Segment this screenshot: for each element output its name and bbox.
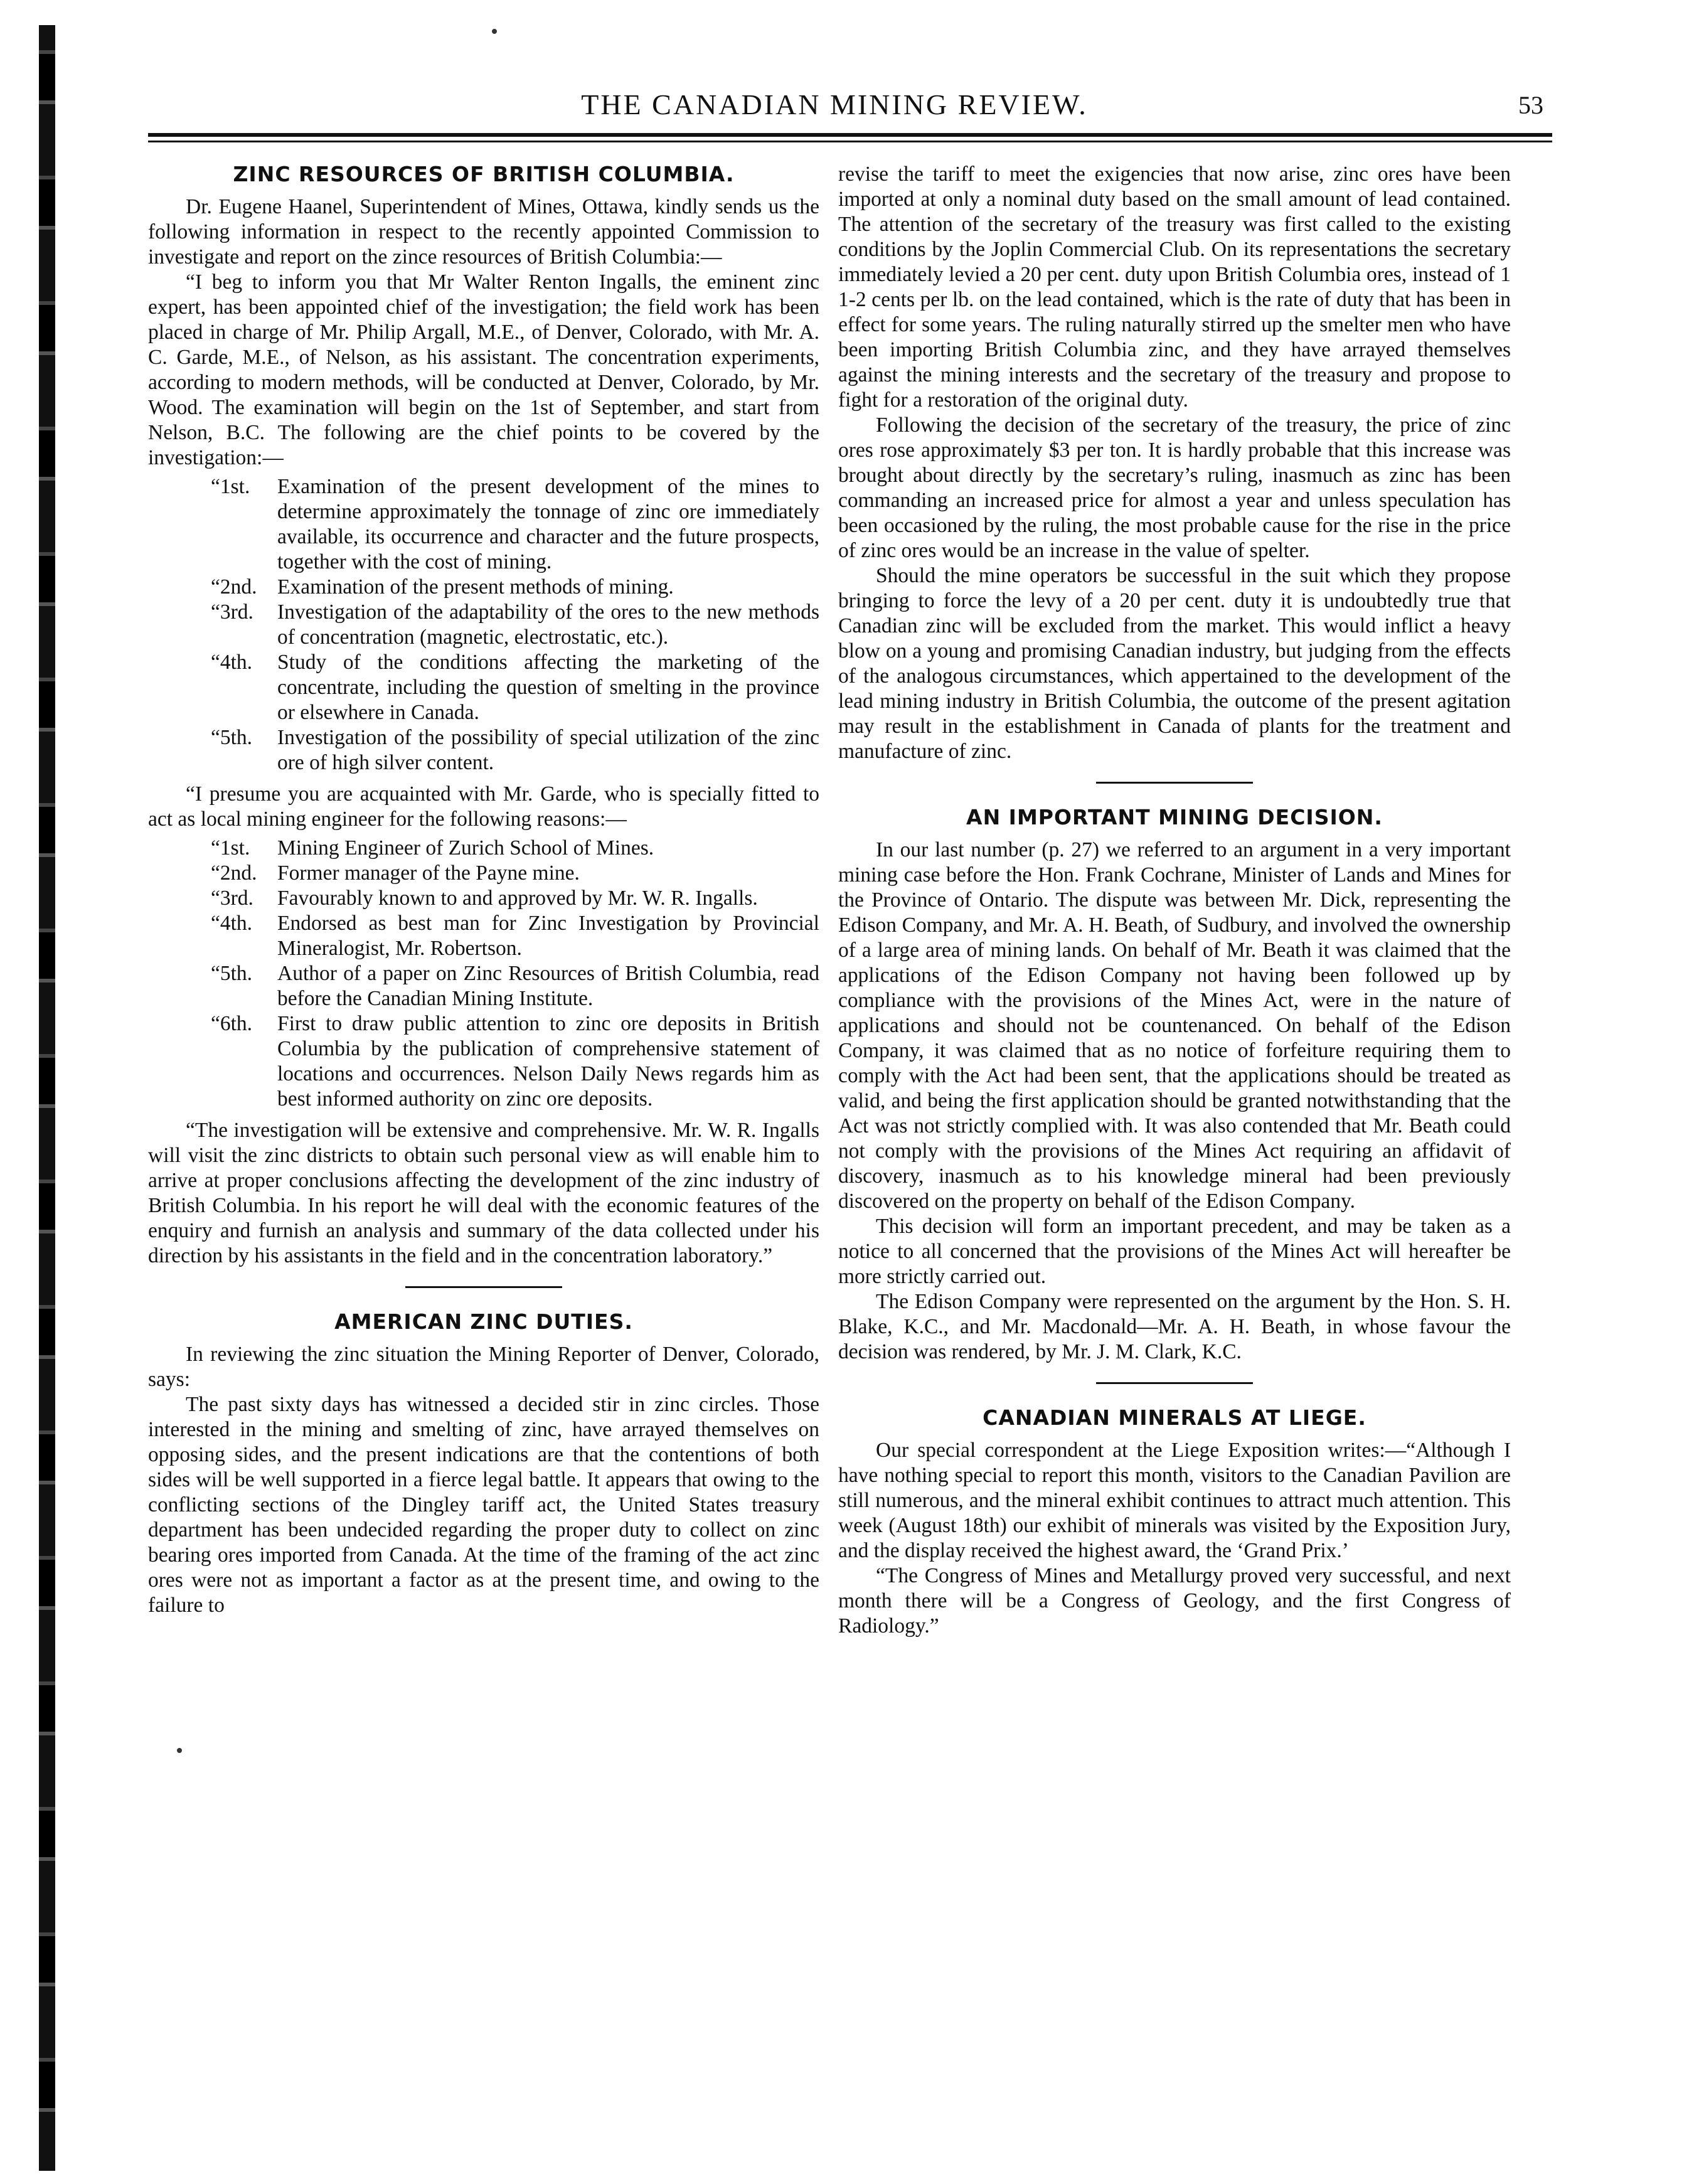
list-text: Investigation of the adaptability of the ores to the new methods of concentration (magnetic, electrostatic, etc.). (277, 600, 819, 649)
paragraph: Dr. Eugene Haanel, Superintendent of Mines, Ottawa, kindly sends us the following information in respect to the recently appointed Commission to investigate and report on the zince resources of British Columbia:— (148, 195, 819, 269)
list-number: “4th. (211, 912, 253, 935)
header-rule (148, 141, 1552, 142)
section-divider (405, 1286, 562, 1288)
list-number: “2nd. (211, 861, 257, 885)
list-item (211, 474, 819, 575)
list-number: “1st. (211, 475, 250, 498)
list-number: “2nd. (211, 575, 257, 599)
list-item (211, 1011, 819, 1112)
list-text: Mining Engineer of Zurich School of Mines. (277, 836, 654, 860)
list-item (211, 836, 819, 861)
article-heading: AMERICAN ZINC DUTIES. (334, 1309, 633, 1334)
paragraph: Following the decision of the secretary of the treasury, the price of zinc ores rose approximately $3 per ton. It is hardly probable that this increase was brought about directly by the secretary’s ruling, inasmuch as zinc has been commanding an increased price for almost a year and unless speculation has been occasioned by the ruling, the most probable cause for the rise in the price of zinc ores would be an increase in the value of spelter. (838, 413, 1511, 562)
paragraph: “The investigation will be extensive and comprehensive. Mr. W. R. Ingalls will visit the zinc districts to obtain such personal view as will enable him to arrive at proper conclusions affecting the development of the zinc industry of British Columbia. In his report he will deal with the economic features of the enquiry and furnish an analysis and summary of the data collected under his direction by his assistants in the field and in the concentration laboratory.” (148, 1119, 819, 1267)
paragraph: revise the tariff to meet the exigencies that now arise, zinc ores have been imported at only a nominal duty based on the small amount of lead contained. The attention of the secretary of the treasury was first called to the existing conditions by the Joplin Commercial Club. On its representations the secretary immediately levied a 20 per cent. duty upon British Columbia ores, instead of 1 1-2 cents per lb. on the lead contained, which is the rate of duty that has been in effect for some years. The ruling naturally stirred up the smelter men who have been importing British Columbia zinc, and they have arrayed themselves against the mining interests and the secretary of the treasury and propose to fight for a restoration of the original duty. (838, 162, 1511, 412)
paragraph: Should the mine operators be successful in the suit which they propose bringing to force the levy of a 20 per cent. duty it is undoubtedly true that Canadian zinc will be excluded from the market. This would inflict a heavy blow on a young and promising Canadian industry, but judging from the effects of the analogous circumstances, which appertained to the development of the lead mining industry in British Columbia, the outcome of the present agitation may result in the establishment in Canada of plants for the treatment and manufacture of zinc. (838, 564, 1511, 763)
list-item (211, 600, 819, 650)
list-item (211, 650, 819, 725)
list-text: Favourably known to and approved by Mr. W. R. Ingalls. (277, 887, 758, 910)
speck (177, 1748, 182, 1753)
list-item (211, 725, 819, 775)
list-item (211, 575, 819, 600)
paragraph: Our special correspondent at the Liege Exposition writes:—“Although I have nothing special to report this month, visitors to the Canadian Pavilion are still numerous, and the mineral exhibit continues to attract much attention. This week (August 18th) our exhibit of minerals was visited by the Exposition Jury, and the display received the highest award, the ‘Grand Prix.’ (838, 1439, 1511, 1562)
list-text: Examination of the present methods of mining. (277, 575, 674, 599)
running-header (151, 88, 1543, 132)
investigation-points (211, 474, 819, 775)
section-divider (1096, 1382, 1253, 1384)
list-item (211, 886, 819, 911)
list-item (211, 911, 819, 961)
list-text: Investigation of the possibility of special utilization of the zinc ore of high silver content. (277, 726, 819, 774)
list-number: “3rd. (211, 600, 253, 624)
article-heading: CANADIAN MINERALS AT LIEGE. (983, 1405, 1366, 1430)
list-item (211, 861, 819, 886)
paragraph: “I presume you are acquainted with Mr. Garde, who is specially fitted to act as local mining engineer for the following reasons:— (148, 782, 819, 831)
list-text: Study of the conditions affecting the marketing of the concentrate, including the question of smelting in the province or elsewhere in Canada. (277, 651, 819, 724)
list-text: Endorsed as best man for Zinc Investigation by Provincial Mineralogist, Mr. Robertson. (277, 912, 819, 960)
article-heading: ZINC RESOURCES OF BRITISH COLUMBIA. (233, 162, 735, 186)
page-number: 53 (1518, 91, 1543, 119)
page-binding-edge (39, 25, 55, 2171)
list-text: First to draw public attention to zinc ore deposits in British Columbia by the publication of comprehensive statement of locations and occurrences. Nelson Daily News regards him as best informed authority on zinc ore deposits. (277, 1012, 819, 1111)
list-text: Examination of the present development of the mines to determine approximately the tonnage of zinc ore immediately available, its occurrence and character and the future prospects, together with the cost of mining. (277, 475, 819, 573)
article-heading: AN IMPORTANT MINING DECISION. (966, 805, 1383, 829)
list-number: “5th. (211, 962, 253, 985)
right-column (838, 162, 1511, 1639)
header-rule (148, 133, 1552, 137)
paragraph: This decision will form an important precedent, and may be taken as a notice to all concerned that the provisions of the Mines Act will hereafter be more strictly carried out. (838, 1215, 1511, 1288)
paragraph: The past sixty days has witnessed a decided stir in zinc circles. Those interested in the mining and smelting of zinc, have arrayed themselves on opposing sides, and the present indications are that the contentions of both sides will be well supported in a fierce legal battle. It appears that owing to the conflicting sections of the Dingley tariff act, the United States treasury department has been undecided regarding the proper duty to collect on zinc bearing ores imported from Canada. At the time of the framing of the act zinc ores were not as important a factor as at the present time, and owing to the failure to (148, 1393, 819, 1617)
speck (492, 29, 497, 34)
journal-title: THE CANADIAN MINING REVIEW. (581, 88, 1088, 120)
paragraph: “The Congress of Mines and Metallurgy proved very successful, and next month there will be a Congress of Geology, and the first Congress of Radiology.” (838, 1564, 1511, 1638)
section-divider (1096, 782, 1253, 784)
list-number: “1st. (211, 836, 250, 860)
garde-reasons (211, 836, 819, 1112)
list-text: Author of a paper on Zinc Resources of British Columbia, read before the Canadian Mining Institute. (277, 962, 819, 1010)
list-number: “5th. (211, 726, 253, 749)
paragraph: The Edison Company were represented on the argument by the Hon. S. H. Blake, K.C., and Mr. Macdonald—Mr. A. H. Beath, in whose favour the decision was rendered, by Mr. J. M. Clark, K.C. (838, 1290, 1511, 1363)
list-number: “6th. (211, 1012, 253, 1035)
list-text: Former manager of the Payne mine. (277, 861, 580, 885)
list-number: “4th. (211, 651, 253, 674)
left-column (148, 162, 819, 1618)
list-item (211, 961, 819, 1011)
list-number: “3rd. (211, 887, 253, 910)
paragraph: In reviewing the zinc situation the Mining Reporter of Denver, Colorado, says: (148, 1343, 819, 1391)
paragraph: In our last number (p. 27) we referred to an argument in a very important mining case before the Hon. Frank Cochrane, Minister of Lands and Mines for the Province of Ontario. The dispute was between Mr. Dick, representing the Edison Company, and Mr. A. H. Beath, of Sudbury, and involved the ownership of a large area of mining lands. On behalf of Mr. Beath it was claimed that the applications of the Edison Company not having been followed up by compliance with the provisions of the Mines Act, were in the nature of applications and should not be countenanced. On behalf of the Edison Company, it was claimed that as no notice of forfeiture requiring them to comply with the Act had been sent, that the applications should be treated as valid, and being the first application should be granted notwithstanding that the Act was not strictly complied with. It was also contended that Mr. Beath could not comply with the provisions of the Mines Act requiring an affidavit of discovery, inasmuch as to his knowledge mineral had been previously discovered on the property on behalf of the Edison Company. (838, 838, 1511, 1213)
paragraph: “I beg to inform you that Mr Walter Renton Ingalls, the eminent zinc expert, has been appointed chief of the investigation; the field work has been placed in charge of Mr. Philip Argall, M.E., of Denver, Colorado, with Mr. A. C. Garde, M.E., of Nelson, as his assistant. The concentration experiments, according to modern methods, will be conducted at Denver, Colorado, by Mr. Wood. The examination will begin on the 1st of September, and start from Nelson, B.C. The following are the chief points to be covered by the investigation:— (148, 270, 819, 469)
